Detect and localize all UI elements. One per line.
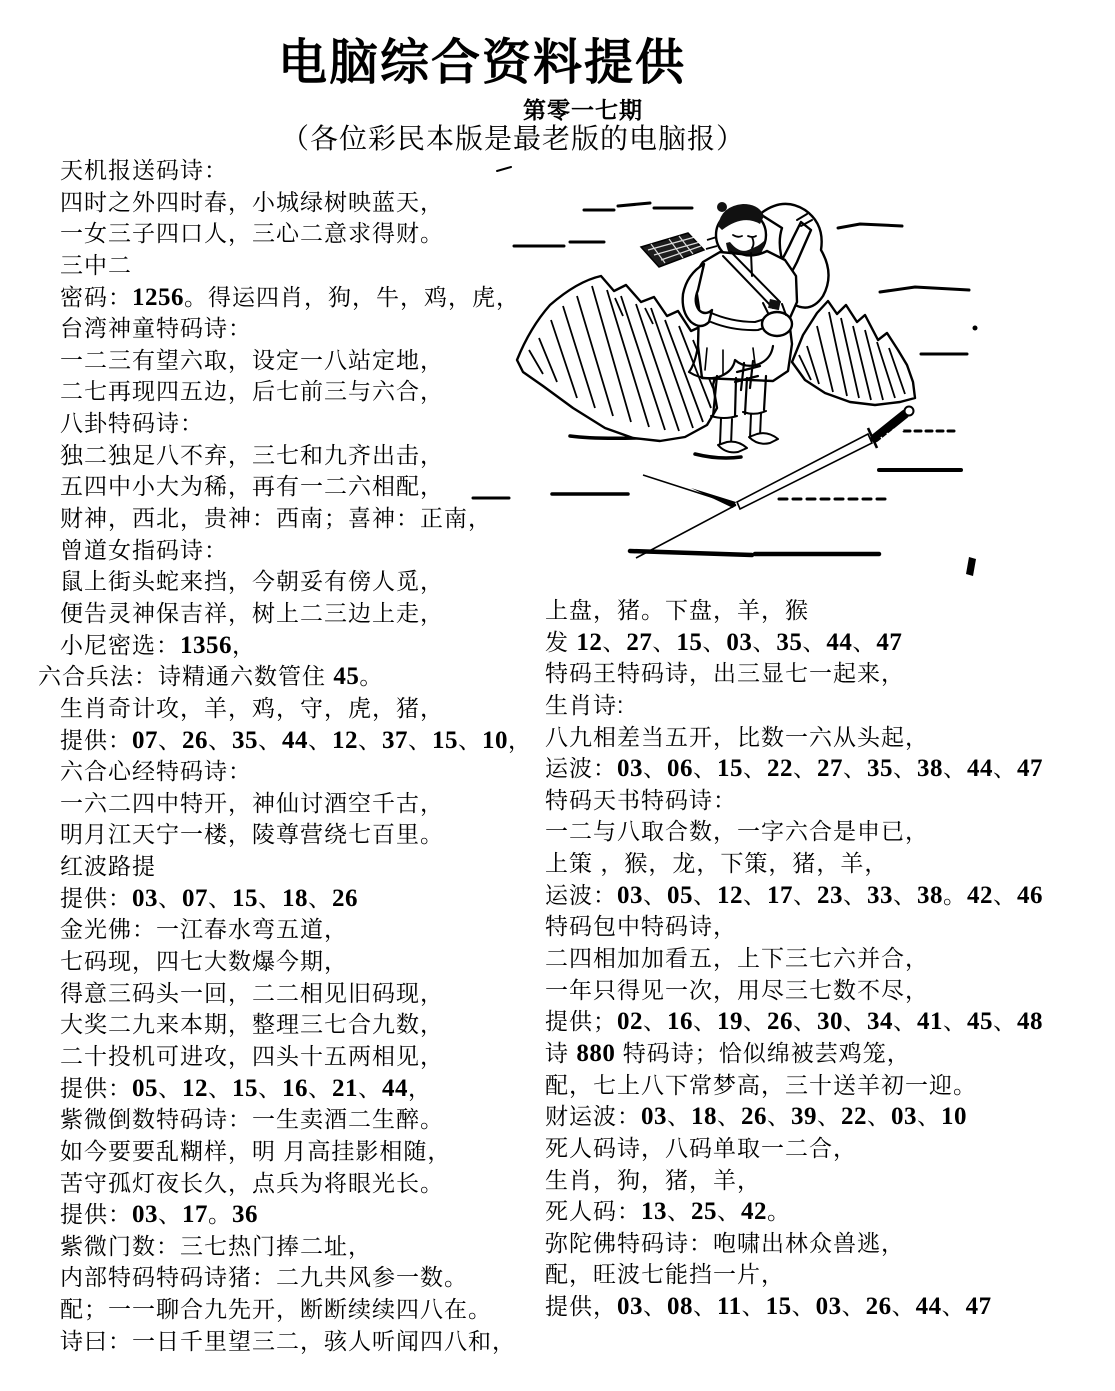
left-text-column	[38, 155, 532, 1357]
text-line: 运波：03、06、15、22、27、35、38、44、47	[545, 755, 1043, 783]
text-line: 得意三码头一回，二二相见旧码现，	[60, 979, 444, 1006]
text-line: 诗曰：一日千里望三二，骇人听闻四八和，	[60, 1327, 516, 1354]
text-line: 四时之外四时春，小城绿树映蓝天，	[60, 188, 444, 215]
text-line: 八九相差当五开，比数一六从头起，	[545, 723, 929, 750]
text-line: 上策 ，猴，龙，下策，猪，羊，	[545, 850, 889, 877]
text-line: 紫微门数：三七热门捧二址，	[60, 1232, 372, 1259]
text-line: 五四中小大为稀，再有一二六相配，	[60, 473, 444, 500]
text-line: 死人码：13、25、42。	[545, 1198, 791, 1226]
text-line: 生肖，狗，猪，羊，	[545, 1166, 761, 1193]
text-line: 死人码诗，八码单取一二合，	[545, 1134, 857, 1161]
text-line: 便告灵神保吉祥，树上二三边上走，	[60, 599, 444, 626]
text-line: 天机报送码诗：	[60, 157, 228, 183]
text-line: 配，七上八下常梦高，三十送羊初一迎。	[545, 1071, 977, 1098]
text-line: 二七再现四五边，后七前三与六合，	[60, 378, 444, 405]
text-line: 提供：05、12、15、16、21、44，	[60, 1074, 432, 1102]
right-mountain	[792, 301, 915, 405]
text-line: 特码包中特码诗，	[545, 913, 737, 940]
text-line: 八卦特码诗：	[60, 410, 204, 437]
text-line: 提供：07、26、35、44、12、37、15、10，	[60, 726, 532, 754]
text-line: 明月江天宁一楼，陵尊营绕七百里。	[60, 821, 444, 848]
text-line: 小尼密选：1356，	[60, 631, 256, 659]
text-line: 发 12、27、15、03、35、44、47	[545, 628, 903, 656]
text-line: 二十投机可进攻，四头十五两相见，	[60, 1042, 444, 1069]
text-line: 生肖诗:	[545, 691, 625, 718]
text-line: 特码王特码诗，出三显七一起来，	[545, 660, 905, 687]
text-line: 上盘，猪。下盘，羊，猴	[545, 597, 809, 623]
text-line: 提供；02、16、19、26、30、34、41、45、48	[545, 1008, 1043, 1036]
text-line: 特码天书特码诗：	[545, 786, 737, 813]
text-line: 生肖奇计攻，羊，鸡，守，虎，猪，	[60, 694, 444, 721]
text-line: 三中二	[60, 251, 132, 278]
text-line: 密码：1256。得运四肖，狗，牛，鸡，虎，	[60, 283, 520, 311]
text-line: 提供，03、08、11、15、03、26、44、47	[545, 1293, 992, 1321]
text-line: 诗 880 特码诗；恰似绵被芸鸡笼，	[545, 1039, 911, 1067]
text-line: 金光佛：一江春水弯五道，	[60, 916, 348, 943]
text-line: 内部特码特码诗猪：二九共风参一数。	[60, 1264, 468, 1291]
text-line: 配；一一聊合九先开，断断续续四八在。	[60, 1296, 492, 1323]
text-line: 弥陀佛特码诗：咆啸出林众兽逃，	[545, 1229, 905, 1256]
text-line: 如今要要乱糊样，明 月高挂影相随，	[60, 1137, 452, 1164]
text-line: 财神，西北，贵神：西南；喜神：正南，	[60, 505, 492, 532]
text-line: 紫微倒数特码诗：一生卖酒二生醉。	[60, 1106, 444, 1133]
text-line: 六合兵法：诗精通六数管住 45。	[38, 663, 384, 691]
text-line: 曾道女指码诗：	[60, 536, 228, 563]
text-line: 苦守孤灯夜长久，点兵为将眼光长。	[60, 1169, 444, 1196]
issue-number: 第零一七期	[523, 97, 643, 123]
text-line: 运波：03、05、12、17、23、33、38。42、46	[545, 881, 1043, 909]
right-text-column	[545, 595, 1043, 1323]
text-line: 配，旺波七能挡一片，	[545, 1261, 785, 1288]
edition-note: （各位彩民本版是最老版的电脑报）	[281, 123, 746, 154]
text-line: 红波路提	[60, 853, 156, 880]
text-line: 七码现，四七大数爆今期，	[60, 948, 348, 975]
text-line: 一年只得见一次，用尽三七数不尽，	[545, 976, 929, 1003]
text-line: 六合心经特码诗：	[60, 758, 252, 785]
text-line: 大奖二九来本期，整理三七合九数，	[60, 1011, 444, 1038]
text-line: 独二独足八不弃，三七和九齐出击，	[60, 441, 444, 468]
text-line: 鼠上街头蛇来挡，今朝妥有傍人觅，	[60, 568, 444, 595]
text-line: 一六二四中特开，神仙讨酒空千古，	[60, 789, 444, 816]
text-line: 一女三子四口人，三心二意求得财。	[60, 220, 444, 247]
text-line: 二四相加加看五，上下三七六并合，	[545, 945, 929, 972]
page-title: 电脑综合资料提供	[278, 36, 687, 90]
text-line: 提供：03、07、15、18、26	[60, 884, 358, 912]
sage-mountain-sword-illustration	[455, 150, 980, 580]
text-line: 一二三有望六取，设定一八站定地，	[60, 346, 444, 373]
text-line: 台湾神童特码诗：	[60, 315, 252, 342]
text-line: 提供：03、17。36	[60, 1201, 258, 1229]
text-line: 财运波：03、18、26、39、22、03、10	[545, 1103, 967, 1131]
text-line: 一二与八取合数，一字六合是申已，	[545, 818, 929, 845]
